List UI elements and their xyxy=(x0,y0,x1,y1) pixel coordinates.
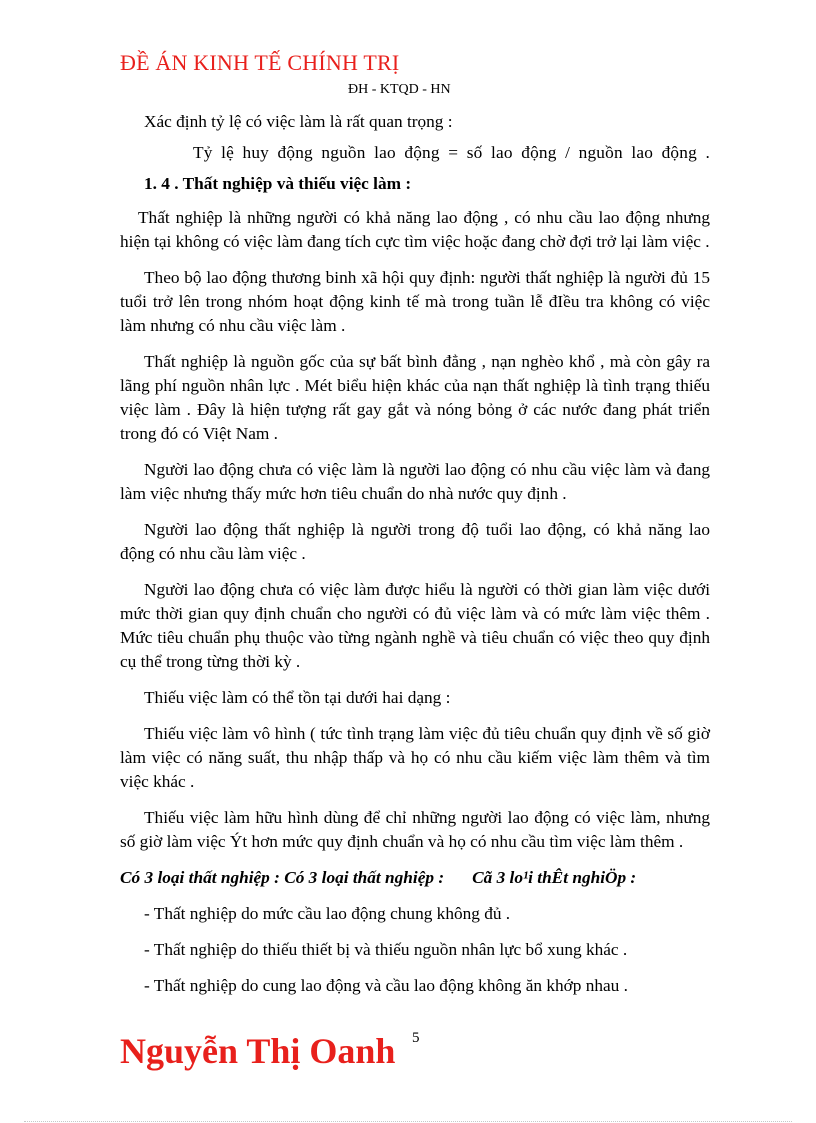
paragraph-3: Thất nghiệp là những người có khả năng lao động , có nhu cầu lao động nhưng hiện tại không có việc làm đang tích cực tìm việc hoặc đang chờ đợi trở lại làm việc . xyxy=(120,208,710,251)
types-heading-garbled: Cã 3 lo¹i thÊt nghiÖp : xyxy=(472,868,637,887)
paragraph-ratio: Tỷ lệ huy động nguồn lao động = số lao động / nguồn lao động . xyxy=(192,143,710,162)
paragraph-8: Người lao động chưa có việc làm được hiểu là người có thời gian làm việc dưới mức thời gian quy định chuẩn cho người có đủ việc làm và có mức làm việc thêm . Mức tiêu chuẩn phụ thuộc vào từng ngành nghề và tiêu chuẩn có việc theo quy định cụ thể trong từng thời kỳ . xyxy=(120,580,710,671)
page-number: 5 xyxy=(412,1030,420,1046)
document-header-title: ĐỀ ÁN KINH TẾ CHÍNH TRỊ xyxy=(120,50,400,75)
paragraph-4: Theo bộ lao động thương binh xã hội quy định: người thất nghiệp là người đủ 15 tuổi trở lên trong nhóm hoạt động kinh tế mà trong tuần lễ đIều tra không có việc làm nhưng có nhu cầu việc làm . xyxy=(120,268,710,335)
paragraph-6: Người lao động chưa có việc làm là người lao động có nhu cầu việc làm và đang làm việc nhưng thấy mức hơn tiêu chuẩn do nhà nước quy định . xyxy=(120,460,710,503)
paragraph-1: Xác định tỷ lệ có việc làm là rất quan trọng : xyxy=(144,112,453,131)
paragraph-5: Thất nghiệp là nguồn gốc của sự bất bình đẳng , nạn nghèo khổ , mà còn gây ra lãng phí nguồn nhân lực . Mét biểu hiện khác của nạn thất nghiệp là tình trạng thiếu việc làm . Đây là hiện tượng rất gay gắt và nóng bỏng ở các nước đang phát triển trong đó có Việt Nam . xyxy=(120,352,710,443)
paragraph-11: Thiếu việc làm hữu hình dùng để chỉ những người lao động có việc làm, nhưng số giờ làm việc Ýt hơn mức quy định chuẩn và họ có nhu cầu tìm việc làm thêm . xyxy=(120,808,710,851)
list-item: - Thất nghiệp do mức cầu lao động chung không đủ . xyxy=(144,904,511,923)
section-heading: 1. 4 . Thất nghiệp và thiếu việc làm : xyxy=(144,174,412,193)
author-name: Nguyễn Thị Oanh xyxy=(120,1031,396,1071)
list-item: - Thất nghiệp do cung lao động và cầu lao động không ăn khớp nhau . xyxy=(144,976,628,995)
list-item: - Thất nghiệp do thiếu thiết bị và thiếu nguồn nhân lực bổ xung khác . xyxy=(144,940,628,959)
paragraph-10: Thiếu việc làm vô hình ( tức tình trạng làm việc đủ tiêu chuẩn quy định về số giờ làm việc có năng suất, thu nhập thấp và họ có nhu cầu kiếm việc làm thêm và tìm việc khác . xyxy=(120,724,710,791)
paragraph-9: Thiếu việc làm có thể tồn tại dưới hai dạng : xyxy=(144,688,451,707)
footer-divider xyxy=(24,1121,792,1122)
types-heading-text: Có 3 loại thất nghiệp : Có 3 loại thất nghiệp : xyxy=(120,868,445,887)
unemployment-types-heading xyxy=(120,866,710,890)
document-header-subtitle: ĐH - KTQD - HN xyxy=(348,82,451,97)
paragraph-7: Người lao động thất nghiệp là người trong độ tuổi lao động, có khả năng lao động có nhu cầu làm việc . xyxy=(120,520,710,563)
document-body xyxy=(120,110,710,998)
